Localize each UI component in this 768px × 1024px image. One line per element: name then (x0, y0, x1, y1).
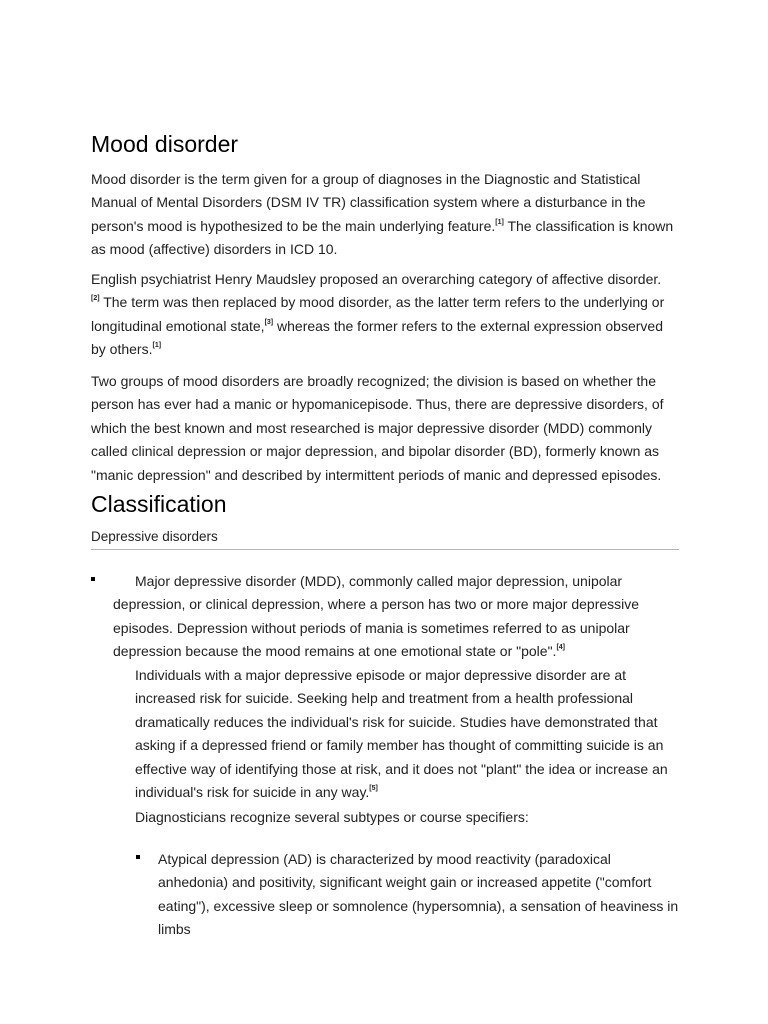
citation-4[interactable]: [4] (556, 644, 565, 652)
intro-p2-text-b: The term was then replaced by mood disorder, as the latter term refers to the underlying or longitudinal emotional state, (91, 294, 665, 334)
citation-1[interactable]: [1] (495, 218, 504, 226)
intro-paragraph-2 (91, 268, 679, 362)
intro-p1-text-b: The classification is known as mood (affective) disorders in ICD 10. (91, 217, 674, 258)
intro-p2-text-a: English psychiatrist Henry Maudsley proposed an overarching category of affective disorder. (91, 271, 662, 287)
sub-list-item-atypical-depression: Atypical depression (AD) is characterized by mood reactivity (paradoxical anhedonia) and positivity, significant weight gain or increased appetite ("comfort eating"), excessive sleep or somnolence (hypersomnia), a sensation of heaviness in limbs (158, 851, 679, 938)
page-title: Mood disorder (91, 131, 239, 157)
subsection-heading-depressive-disorders: Depressive disorders (91, 527, 679, 550)
bullet-square-icon (91, 577, 95, 581)
list-item-text: Major depressive disorder (MDD), commonly called major depression, unipolar depression, or clinical depression, where a person has two or more major depressive episodes. Depression without periods of mania is sometimes referred to as unipolar depression because the mood remains at one emotional state or "pole". (113, 573, 640, 660)
intro-p1-text-a: Mood disorder is the term given for a group of diagnoses in the Diagnostic and Statistical Manual of Mental Disorders (DSM IV TR) classification system where a disturbance in the person's mood is hypothesized to be the main underlying feature. (91, 171, 646, 234)
indented-paragraph-suicide-risk (135, 664, 679, 804)
citation-3[interactable]: [3] (264, 318, 274, 326)
citation-5[interactable]: [5] (369, 785, 378, 793)
indented-text: Individuals with a major depressive episode or major depressive disorder are at increased risk for suicide. Seeking help and treatment from a health professional dramatically reduces the individual's risk for suicide. Studies have demonstrated that asking if a depressed friend or family member has thought of committing suicide is an effective way of identifying those at risk, and it does not "plant" the idea or increase an individual's risk for suicide in any way. (135, 667, 668, 801)
bullet-square-icon (136, 855, 140, 859)
list-item-major-depressive-disorder (113, 570, 679, 664)
citation-2[interactable]: [2] (91, 295, 100, 303)
intro-p2-text-c: whereas the former refers to the external expression observed by others. (91, 317, 663, 358)
intro-paragraph-1 (91, 168, 679, 262)
intro-paragraph-3: Two groups of mood disorders are broadly recognized; the division is based on whether the person has ever had a manic or hypomanicepisode. Thus, there are depressive disorders, of which the best known and most researched is major depressive disorder (MDD) commonly called clinical depression or major depression, and bipolar disorder (BD), formerly known as "manic depression" and described by intermittent periods of manic and depressed episodes. (91, 373, 664, 483)
section-heading-classification: Classification (91, 491, 227, 517)
citation-1-repeat[interactable]: [1] (152, 342, 162, 350)
indented-paragraph-subtypes: Diagnosticians recognize several subtypes or course specifiers: (135, 809, 529, 825)
